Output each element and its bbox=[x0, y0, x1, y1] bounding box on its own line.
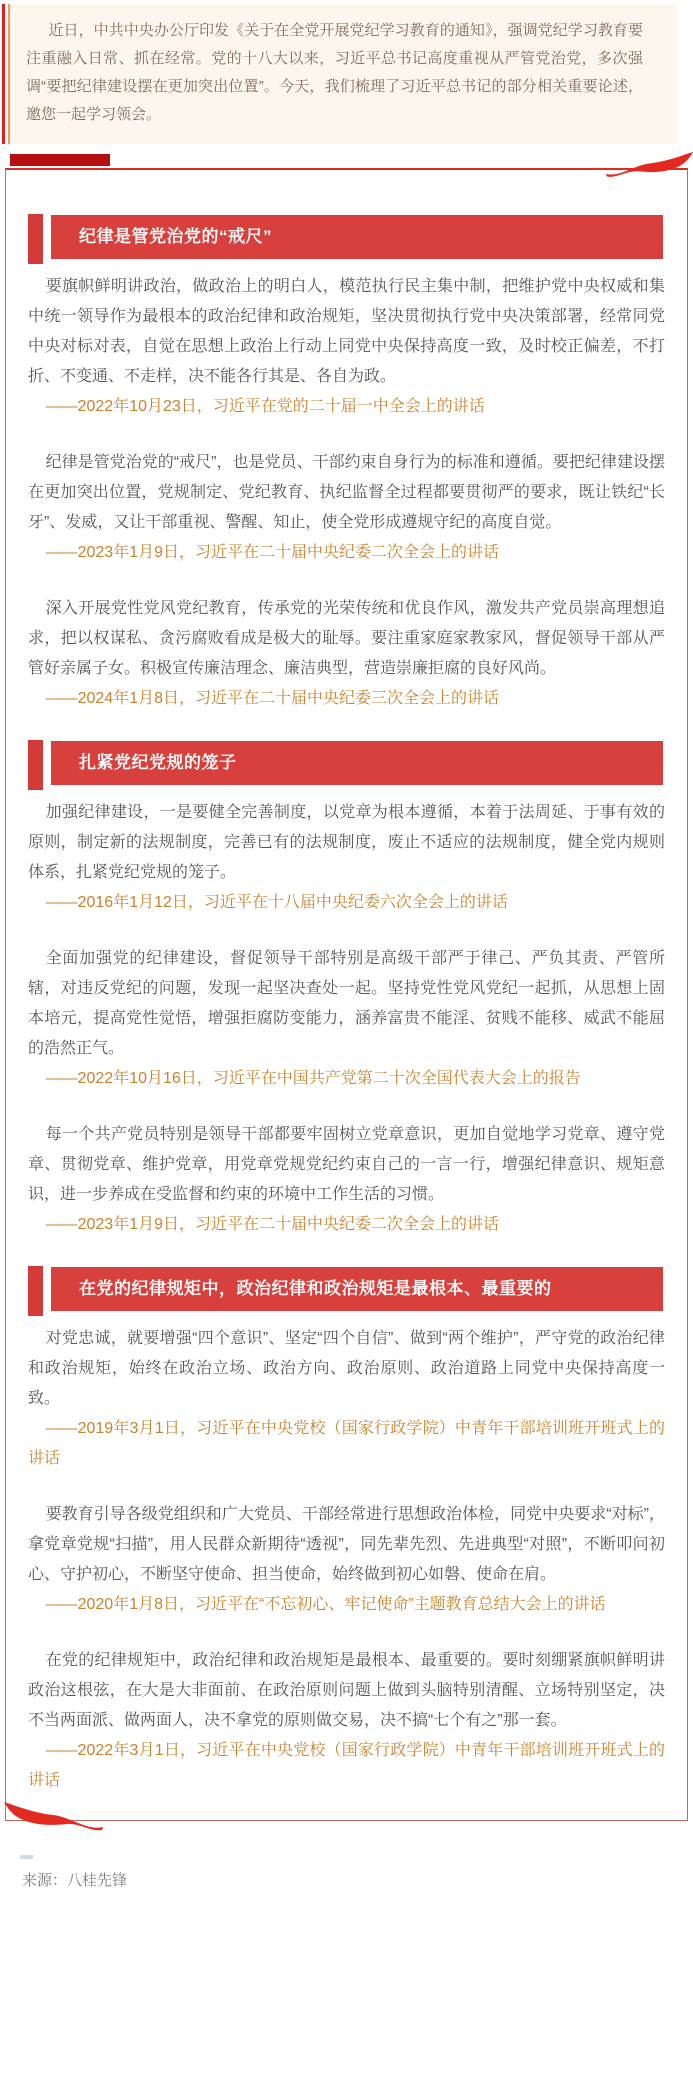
intro-box-inner bbox=[8, 4, 677, 144]
section-title: 在党的纪律规矩中，政治纪律和政治规矩是最根本、最重要的 bbox=[51, 1267, 663, 1311]
quote-block bbox=[28, 272, 665, 422]
footer-dash bbox=[20, 1855, 33, 1859]
quote-text: 在党的纪律规矩中，政治纪律和政治规矩是最根本、最重要的。要时刻绷紧旗帜鲜明讲政治这根弦，在大是大非面前、在政治原则问题上做到头脑特别清醒、立场特别坚定，决不当两面派、做两面人，决不拿党的原则做交易，决不搞“七个有之”那一套。 bbox=[28, 1652, 665, 1729]
quote-text: 对党忠诚，就要增强“四个意识”、坚定“四个自信”、做到“两个维护”，严守党的政治纪律和政治规矩，始终在政治立场、政治方向、政治原则、政治道路上同党中央保持高度一致。 bbox=[28, 1330, 665, 1407]
quote-block bbox=[28, 1500, 665, 1620]
section-title: 扎紧党纪党规的笼子 bbox=[51, 741, 663, 785]
quote-block bbox=[28, 798, 665, 918]
header-accent-block bbox=[28, 1266, 43, 1316]
article-page bbox=[0, 4, 693, 1903]
quote-text: 每一个共产党员特别是领导干部都要牢固树立党章意识，更加自觉地学习党章、遵守党章、贯彻党章、维护党章，用党章党规党纪约束自己的一言一行，增强纪律意识、规矩意识，进一步养成在受监督和约束的环境中工作生活的习惯。 bbox=[28, 1126, 665, 1203]
quote-attribution: ——2023年1月9日，习近平在二十届中央纪委二次全会上的讲话 bbox=[45, 1216, 499, 1233]
quote-attribution: ——2022年10月23日，习近平在党的二十届一中全会上的讲话 bbox=[45, 398, 485, 415]
quote-block bbox=[28, 594, 665, 714]
quote-text: 加强纪律建设，一是要健全完善制度，以党章为根本遵循，本着于法周延、于事有效的原则，制定新的法规制度，完善已有的法规制度，废止不适应的法规制度，健全党内规则体系，扎紧党纪党规的笼子。 bbox=[28, 804, 665, 881]
content-box bbox=[5, 168, 688, 1821]
quote-attribution: ——2019年3月1日，习近平在中央党校（国家行政学院）中青年干部培训班开班式上的讲话 bbox=[28, 1420, 665, 1467]
quote-block bbox=[28, 944, 665, 1094]
quote-attribution: ——2023年1月9日，习近平在二十届中央纪委二次全会上的讲话 bbox=[45, 544, 499, 561]
quote-text: 要教育引导各级党组织和广大党员、干部经常进行思想政治体检，同党中央要求“对标”，拿党章党规“扫描”，用人民群众新期待“透视”，同先辈先烈、先进典型“对照”，不断叩问初心、守护初心，不断坚守使命、担当使命，始终做到初心如磐、使命在肩。 bbox=[28, 1506, 665, 1583]
section-header bbox=[28, 214, 663, 264]
quote-block bbox=[28, 1324, 665, 1474]
quote-block bbox=[28, 448, 665, 568]
header-accent-block bbox=[28, 214, 43, 264]
intro-box bbox=[2, 4, 677, 144]
divider-accent-bar bbox=[10, 154, 110, 166]
quote-attribution: ——2024年1月8日，习近平在二十届中央纪委三次全会上的讲话 bbox=[45, 690, 499, 707]
section-title: 纪律是管党治党的“戒尺” bbox=[51, 215, 663, 259]
main-content-wrap bbox=[0, 168, 693, 1821]
quote-attribution: ——2016年1月12日，习近平在十八届中央纪委六次全会上的讲话 bbox=[45, 894, 508, 911]
section-header bbox=[28, 740, 663, 790]
section-tighten-cage bbox=[6, 740, 687, 1240]
section-discipline-ruler bbox=[6, 214, 687, 714]
quote-attribution: ——2022年10月16日，习近平在中国共产党第二十次全国代表大会上的报告 bbox=[45, 1070, 581, 1087]
quote-text: 全面加强党的纪律建设，督促领导干部特别是高级干部严于律己、严负其责、严管所辖，对违反党纪的问题，发现一起坚决查处一起。坚持党性党风党纪一起抓，从思想上固本培元，提高党性觉悟，增强拒腐防变能力，涵养富贵不能淫、贫贱不能移、威武不能屈的浩然正气。 bbox=[28, 950, 665, 1057]
quote-block bbox=[28, 1120, 665, 1240]
section-political-discipline bbox=[6, 1266, 687, 1796]
source-credit: 来源：八桂先锋 bbox=[22, 1872, 128, 1889]
quote-block bbox=[28, 1646, 665, 1796]
quote-text: 纪律是管党治党的“戒尺”，也是党员、干部约束自身行为的标准和遵循。要把纪律建设摆在更加突出位置，党规制定、党纪教育、执纪监督全过程都要贯彻严的要求，既让铁纪“长牙”、发威，又让干部重视、警醒、知止，使全党形成遵规守纪的高度自觉。 bbox=[28, 454, 665, 531]
quote-attribution: ——2022年3月1日，习近平在中央党校（国家行政学院）中青年干部培训班开班式上的讲话 bbox=[28, 1742, 665, 1789]
section-header bbox=[28, 1266, 663, 1316]
quote-text: 要旗帜鲜明讲政治，做政治上的明白人，模范执行民主集中制，把维护党中央权威和集中统一领导作为最根本的政治纪律和政治规矩，坚决贯彻执行党中央决策部署，经常同党中央对标对表，自觉在思想上政治上行动上同党中央保持高度一致，及时校正偏差，不打折、不变通、不走样，决不能各行其是、各自为政。 bbox=[28, 278, 665, 385]
header-accent-block bbox=[28, 740, 43, 790]
quote-text: 深入开展党性党风党纪教育，传承党的光荣传统和优良作风，激发共产党员崇高理想追求，把以权谋私、贪污腐败看成是极大的耻辱。要注重家庭家教家风，督促领导干部从严管好亲属子女。积极宣传廉洁理念、廉洁典型，营造崇廉拒腐的良好风尚。 bbox=[28, 600, 665, 677]
intro-text: 近日，中共中央办公厅印发《关于在全党开展党纪学习教育的通知》，强调党纪学习教育要注重融入日常、抓在经常。党的十八大以来，习近平总书记高度重视从严管党治党，多次强调“要把纪律建设摆在更加突出位置”。今天，我们梳理了习近平总书记的部分相关重要论述，邀您一起学习领会。 bbox=[26, 22, 643, 123]
quote-attribution: ——2020年1月8日，习近平在“不忘初心、牢记使命”主题教育总结大会上的讲话 bbox=[45, 1596, 606, 1613]
